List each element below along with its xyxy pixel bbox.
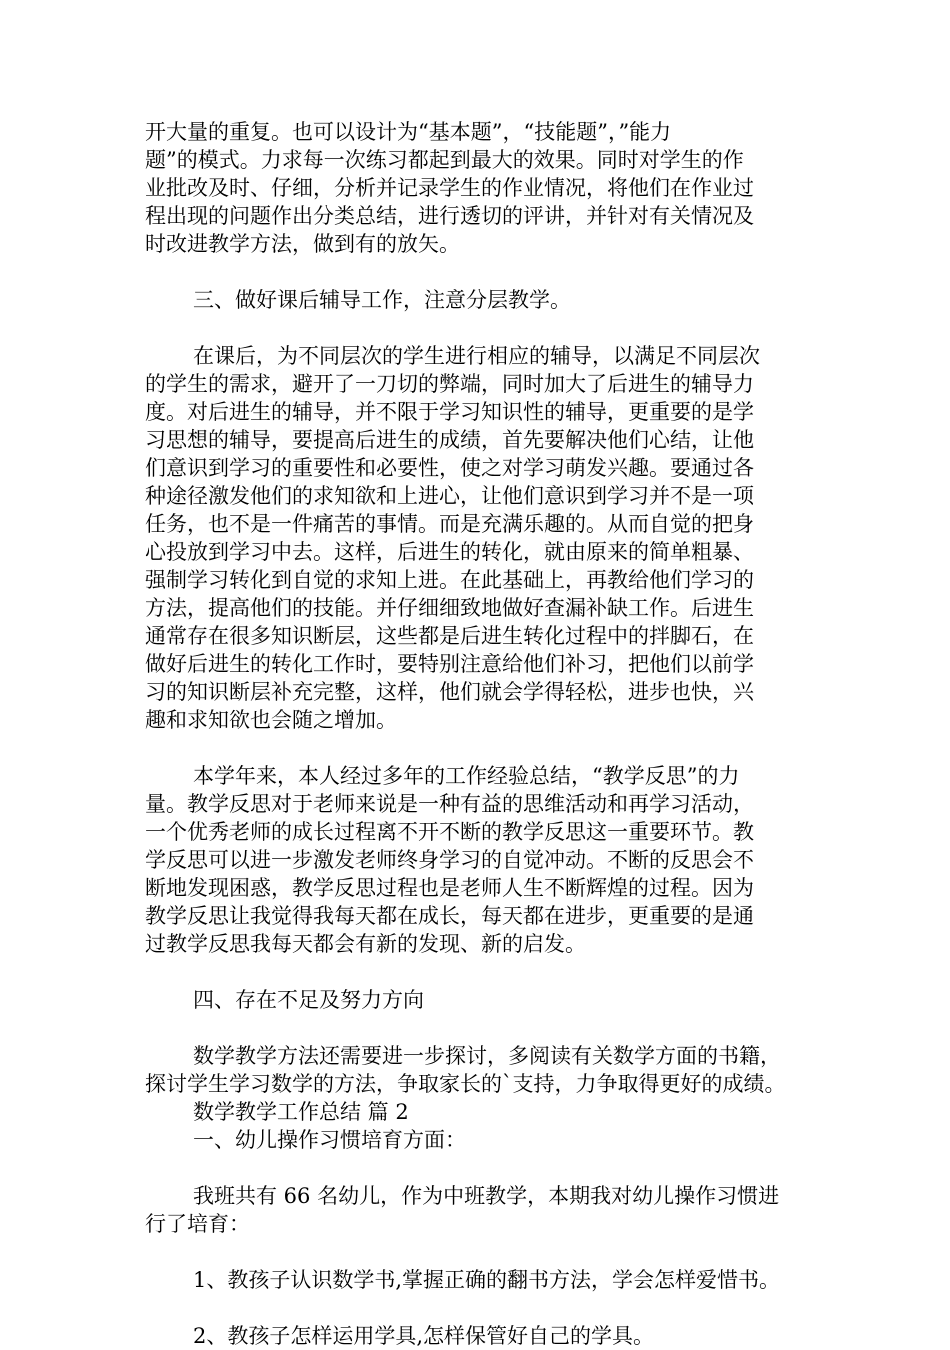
- list-item-2: [145, 1322, 813, 1350]
- heading-section-four: [145, 986, 813, 1014]
- text-line: 趣和求知欲也会随之增加。: [145, 708, 397, 732]
- text-line: 时改进教学方法，做到有的放矢。: [145, 232, 460, 256]
- text-line: 学反思可以进一步激发老师终身学习的自觉冲动。不断的反思会不: [145, 848, 754, 872]
- text-line: 量。教学反思对于老师来说是一种有益的思维活动和再学习活动，: [145, 792, 754, 816]
- text-line: 心投放到学习中去。这样，后进生的转化，就由原来的简单粗暴、: [145, 540, 754, 564]
- text-line: 做好后进生的转化工作时，要特别注意给他们补习，把他们以前学: [145, 652, 754, 676]
- text-line: 强制学习转化到自觉的求知上进。在此基础上，再教给他们学习的: [145, 568, 754, 592]
- heading-section-one-habits: [145, 1126, 813, 1154]
- text-line: 探讨学生学习数学的方法，争取家长的`支持，力争取得更好的成绩。: [145, 1072, 786, 1096]
- text-line: 开大量的重复。也可以设计为“基本题”，“技能题”，”能力: [145, 120, 672, 144]
- text-line: 一个优秀老师的成长过程离不开不断的教学反思这一重要环节。教: [145, 820, 754, 844]
- paragraph-after-class-tutoring: [145, 342, 813, 734]
- text-line: 断地发现困惑，教学反思过程也是老师人生不断辉煌的过程。因为: [145, 876, 754, 900]
- text-line: 2、教孩子怎样运用学具,怎样保管好自己的学具。: [193, 1324, 655, 1348]
- text-line: 数学教学方法还需要进一步探讨，多阅读有关数学方面的书籍，: [193, 1044, 781, 1068]
- document-page: [145, 118, 813, 1350]
- text-line: 通常存在很多知识断层，这些都是后进生转化过程中的拌脚石，在: [145, 624, 754, 648]
- text-line: 1、教孩子认识数学书,掌握正确的翻书方法，学会怎样爱惜书。: [193, 1268, 781, 1292]
- text-line: 习思想的辅导，要提高后进生的成绩，首先要解决他们心结，让他: [145, 428, 754, 452]
- text-line: 在课后，为不同层次的学生进行相应的辅导，以满足不同层次: [193, 344, 760, 368]
- text-line: 习的知识断层补充完整，这样，他们就会学得轻松，进步也快，兴: [145, 680, 754, 704]
- text-line: 题”的模式。力求每一次练习都起到最大的效果。同时对学生的作: [145, 148, 744, 172]
- text-line: 们意识到学习的重要性和必要性，使之对学习萌发兴趣。要通过各: [145, 456, 754, 480]
- heading-text: 数学教学工作总结 篇 2: [193, 1100, 409, 1124]
- text-line: 程出现的问题作出分类总结，进行透切的评讲，并针对有关情况及: [145, 204, 754, 228]
- text-line: 本学年来，本人经过多年的工作经验总结，“教学反思”的力: [193, 764, 740, 788]
- list-item-1: [145, 1266, 813, 1294]
- text-line: 的学生的需求，避开了一刀切的弊端，同时加大了后进生的辅导力: [145, 372, 754, 396]
- text-line: 我班共有 66 名幼儿，作为中班教学，本期我对幼儿操作习惯进: [193, 1184, 780, 1208]
- text-line: 行了培育：: [145, 1212, 250, 1236]
- heading-text: 三、做好课后辅导工作，注意分层教学。: [193, 288, 571, 312]
- text-line: 过教学反思我每天都会有新的发现、新的启发。: [145, 932, 586, 956]
- text-line: 业批改及时、仔细，分析并记录学生的作业情况，将他们在作业过: [145, 176, 754, 200]
- text-line: 度。对后进生的辅导，并不限于学习知识性的辅导，更重要的是学: [145, 400, 754, 424]
- text-line: 任务，也不是一件痛苦的事情。而是充满乐趣的。从而自觉的把身: [145, 512, 754, 536]
- heading-summary-part-2: [145, 1098, 813, 1126]
- heading-text: 四、存在不足及努力方向: [193, 988, 424, 1012]
- text-line: 方法，提高他们的技能。并仔细细致地做好查漏补缺工作。后进生: [145, 596, 754, 620]
- paragraph-improvement-direction: [145, 1042, 813, 1098]
- paragraph-class-overview: [145, 1182, 813, 1238]
- text-line: 种途径激发他们的求知欲和上进心，让他们意识到学习并不是一项: [145, 484, 754, 508]
- text-line: 教学反思让我觉得我每天都在成长，每天都在进步，更重要的是通: [145, 904, 754, 928]
- paragraph-exercise-design: [145, 118, 813, 258]
- heading-text: 一、幼儿操作习惯培育方面：: [193, 1128, 466, 1152]
- paragraph-teaching-reflection: [145, 762, 813, 958]
- heading-section-three: [145, 286, 813, 314]
